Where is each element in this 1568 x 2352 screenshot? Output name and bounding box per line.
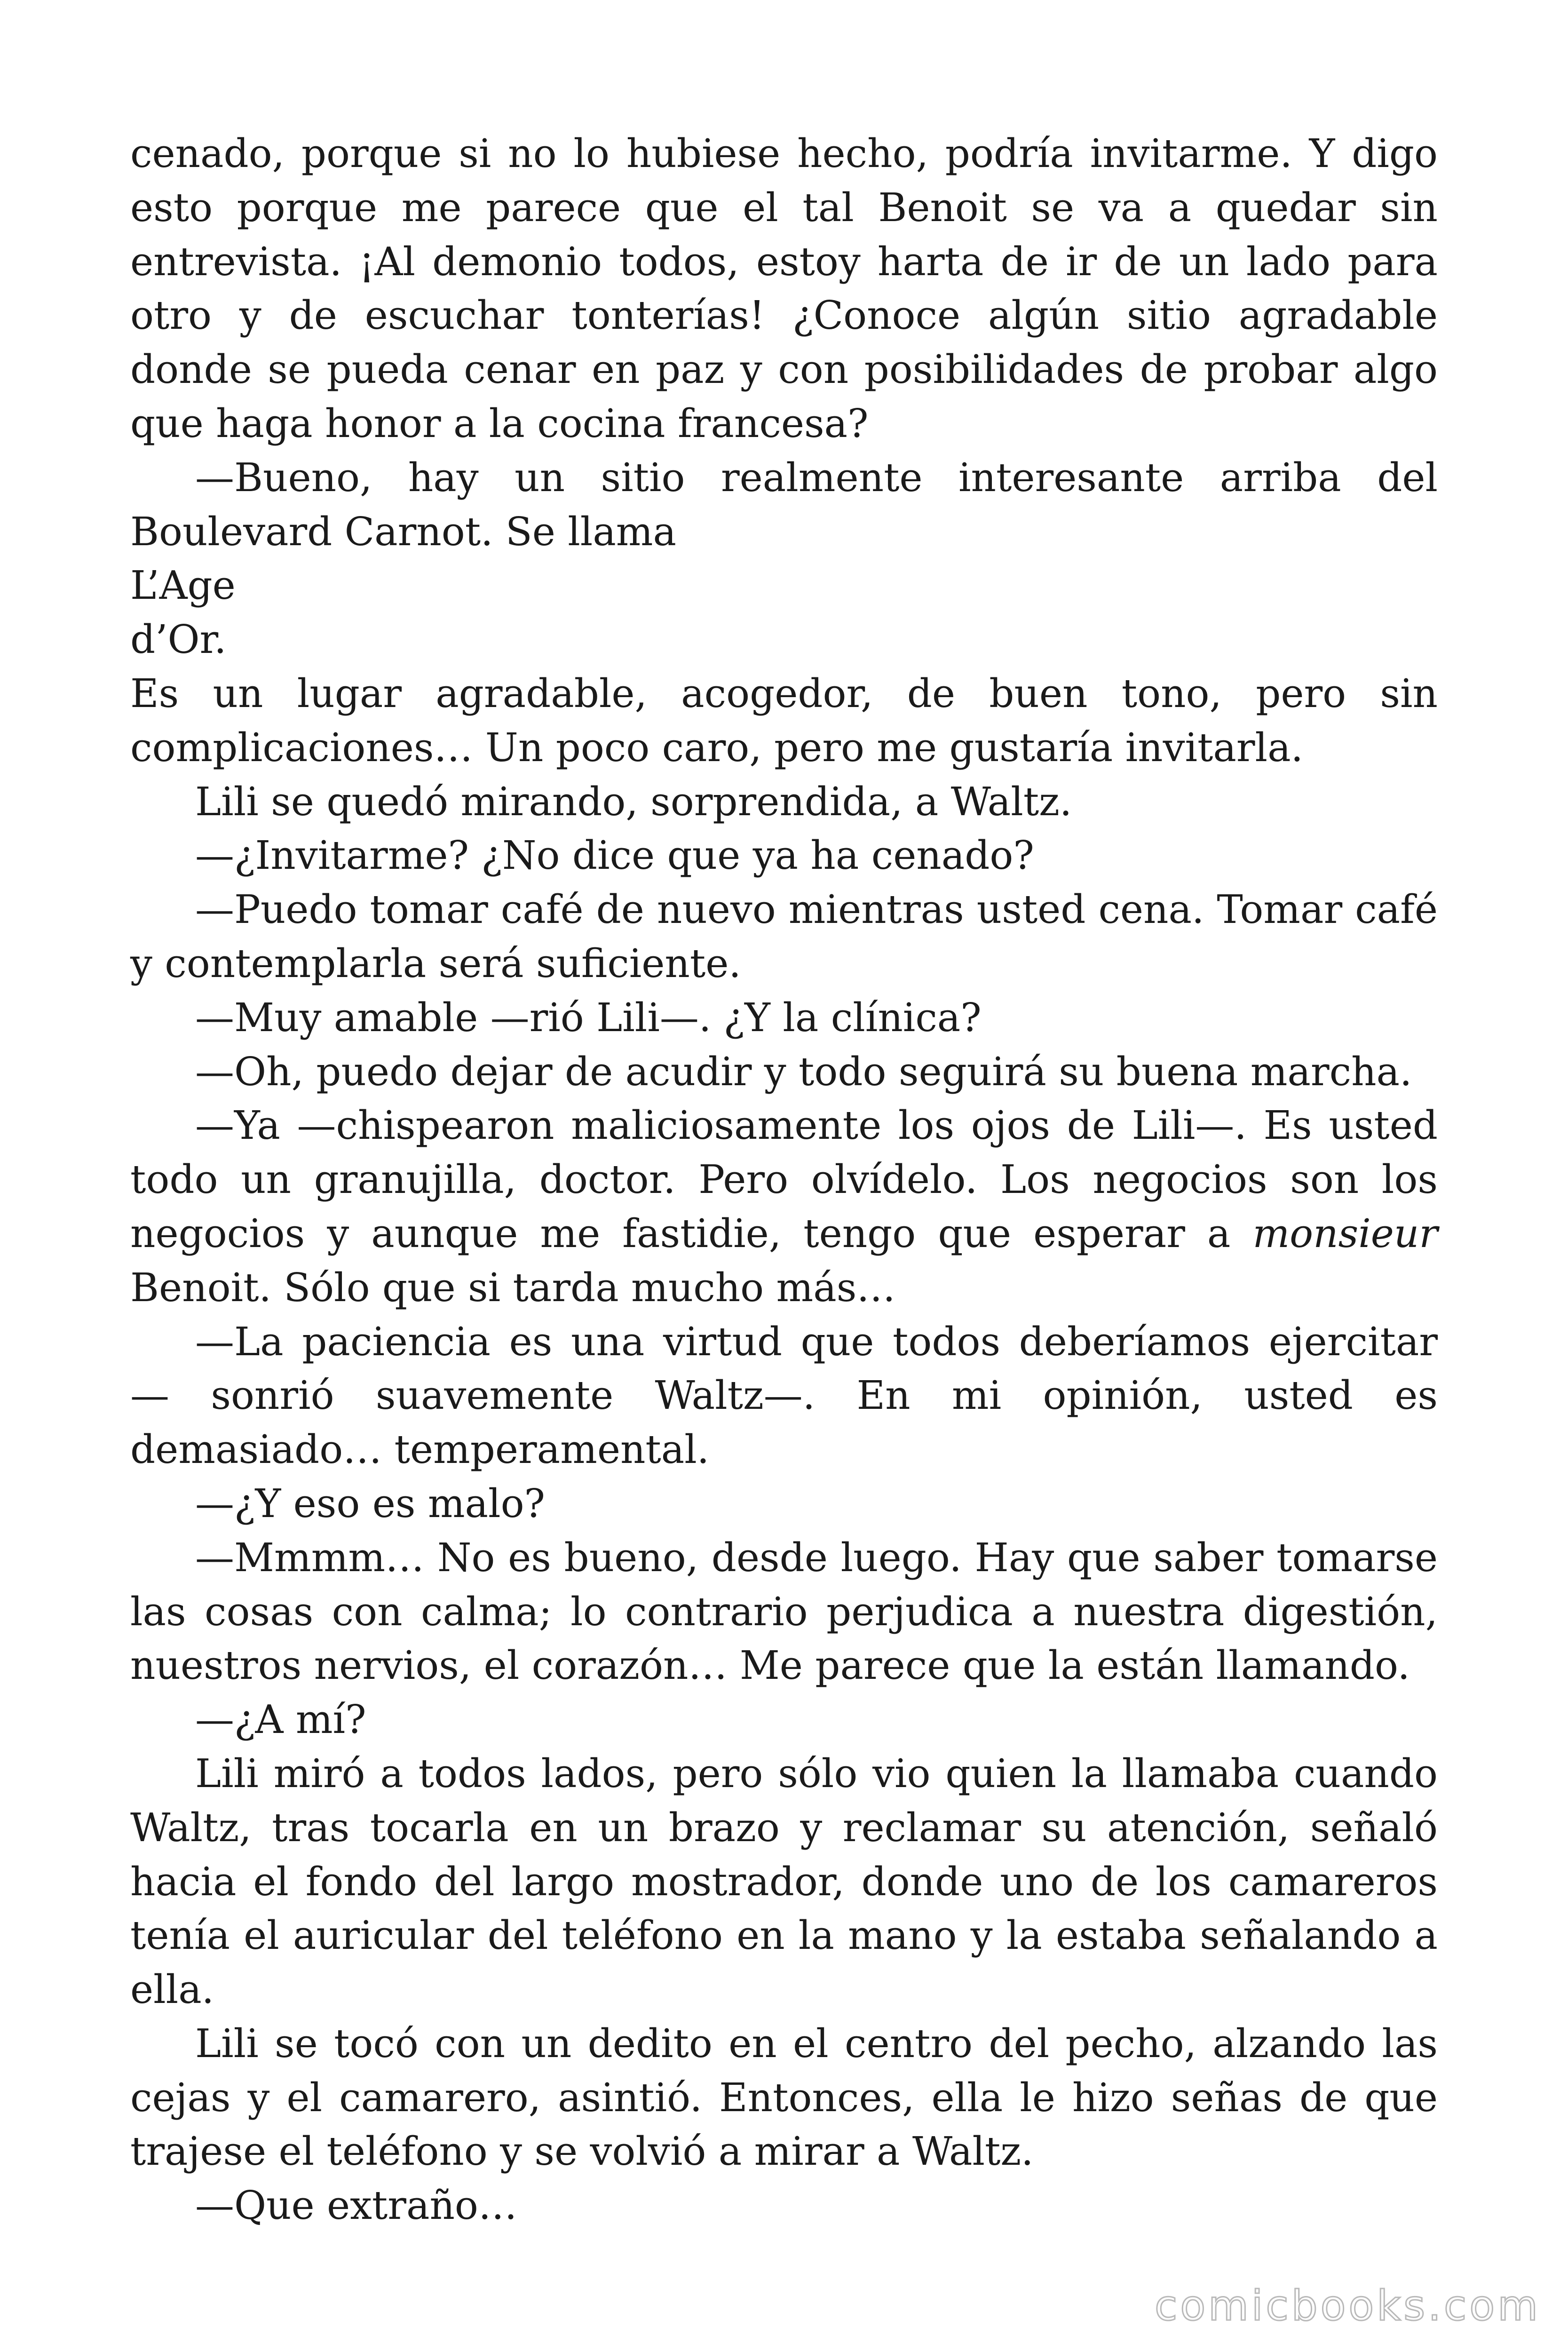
text-run: —Ya —chispearon maliciosamente los ojos de Lili—. Es usted todo un granujilla, doctor. Pero olvídelo. Los negocios son los negocios y aunque me fastidie, tengo que esperar a <box>130 1103 1438 1256</box>
paragraph <box>130 451 1438 559</box>
text-run: d’Or. <box>130 617 227 663</box>
paragraph <box>130 1315 1438 1477</box>
paragraph <box>130 1099 1438 1315</box>
text-run: —Puedo tomar café de nuevo mientras usted cena. Tomar café y contemplarla será suficiente. <box>130 887 1438 986</box>
paragraph <box>130 559 1438 613</box>
text-run: —Oh, puedo dejar de acudir y todo seguirá su buena marcha. <box>195 1049 1412 1095</box>
italic-text: monsieur <box>1252 1210 1438 1256</box>
watermark: comicbooks.com <box>1154 2281 1541 2330</box>
paragraph <box>130 1477 1438 1531</box>
text-run: Es un lugar agradable, acogedor, de buen tono, pero sin complicaciones… Un poco caro, pero me gustaría invitarla. <box>130 670 1438 771</box>
paragraph <box>130 2017 1438 2179</box>
paragraph <box>130 829 1438 883</box>
text-run: L’Age <box>130 563 236 609</box>
text-run: Lili se quedó mirando, sorprendida, a Waltz. <box>195 779 1072 825</box>
text-run: Benoit. Sólo que si tarda mucho más… <box>130 1264 896 1311</box>
text-run: Lili se tocó con un dedito en el centro del pecho, alzando las cejas y el camarero, asintió. Entonces, ella le hizo señas de que trajese el teléfono y se volvió a mirar a Waltz. <box>130 2020 1438 2175</box>
paragraph <box>130 1693 1438 1747</box>
paragraph <box>130 775 1438 829</box>
page-body <box>130 127 1438 2233</box>
paragraph <box>130 667 1438 775</box>
paragraph <box>130 1531 1438 1693</box>
text-run: —Que extraño… <box>195 2183 517 2229</box>
text-run: cenado, porque si no lo hubiese hecho, podría invitarme. Y digo esto porque me parece que el tal Benoit se va a quedar sin entrevista. ¡Al demonio todos, estoy harta de ir de un lado para otro y de escuchar tonterías! ¿Conoce algún sitio agradable donde se pueda cenar en paz y con posibilidades de probar algo que haga honor a la cocina francesa? <box>130 131 1438 446</box>
paragraph <box>130 991 1438 1045</box>
paragraph <box>130 127 1438 451</box>
paragraph <box>130 613 1438 667</box>
text-run: —Muy amable —rió Lili—. ¿Y la clínica? <box>195 994 982 1041</box>
paragraph <box>130 1747 1438 2017</box>
text-run: —¿Invitarme? ¿No dice que ya ha cenado? <box>195 833 1034 879</box>
text-run: —La paciencia es una virtud que todos deberíamos ejercitar — sonrió suavemente Waltz—. En mi opinión, usted es demasiado… temperamental. <box>130 1319 1438 1473</box>
text-run: —Mmmm… No es bueno, desde luego. Hay que saber tomarse las cosas con calma; lo contrario perjudica a nuestra digestión, nuestros nervios, el corazón… Me parece que la están llamando. <box>130 1534 1438 1689</box>
text-run: —¿Y eso es malo? <box>195 1480 546 1526</box>
paragraph <box>130 1045 1438 1099</box>
text-run: Lili miró a todos lados, pero sólo vio quien la llamaba cuando Waltz, tras tocarla en un brazo y reclamar su atención, señaló hacia el fondo del largo mostrador, donde uno de los camareros tenía el auricular del teléfono en la mano y la estaba señalando a ella. <box>130 1750 1438 2013</box>
paragraph <box>130 2179 1438 2233</box>
paragraph <box>130 883 1438 991</box>
text-run: —¿A mí? <box>195 1697 366 1743</box>
text-run: —Bueno, hay un sitio realmente interesante arriba del Boulevard Carnot. Se llama <box>130 454 1438 555</box>
